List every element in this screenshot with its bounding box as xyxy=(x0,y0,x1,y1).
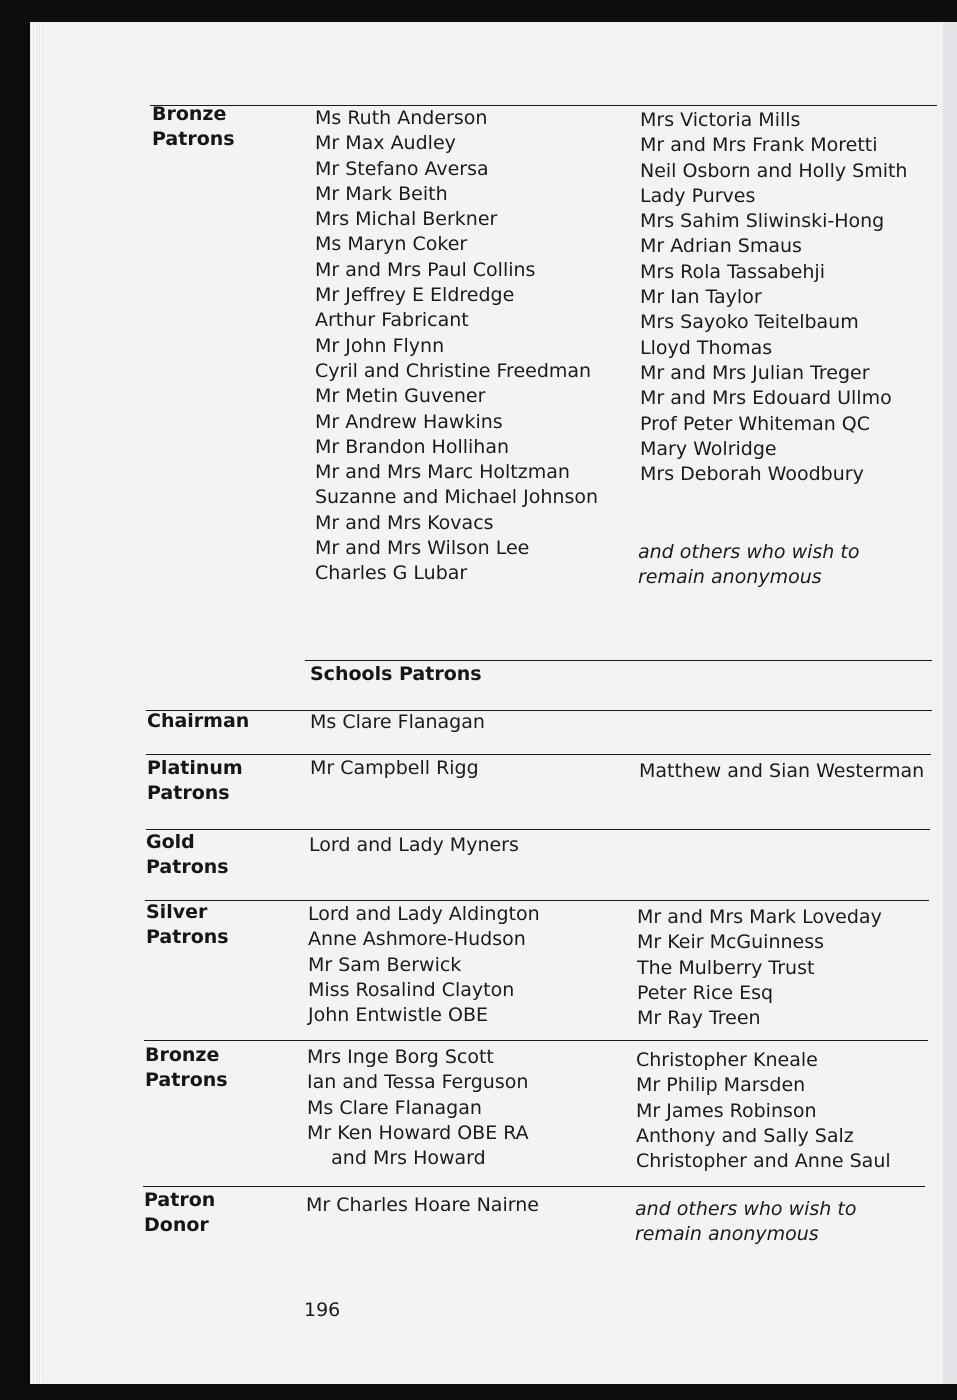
patron-name: Mr and Mrs Frank Moretti xyxy=(640,134,878,157)
patron-name: Ms Maryn Coker xyxy=(315,233,468,256)
patron-name: Ms Clare Flanagan xyxy=(307,1096,482,1119)
patron-name: Mr John Flynn xyxy=(315,334,445,357)
section-label-gold: Gold Patrons xyxy=(146,831,229,878)
patron-name: Anne Ashmore-Hudson xyxy=(308,928,526,951)
section-rule xyxy=(144,1040,928,1041)
name-column xyxy=(306,1193,539,1218)
patron-name: Miss Rosalind Clayton xyxy=(308,978,515,1001)
name-column xyxy=(310,710,485,735)
anonymous-note: and others who wish to remain anonymous xyxy=(635,1198,857,1246)
patron-name: Ian and Tessa Ferguson xyxy=(307,1071,529,1094)
page-number: 196 xyxy=(304,1299,341,1321)
patron-name: Charles G Lubar xyxy=(315,562,468,585)
patron-name: Ms Ruth Anderson xyxy=(315,107,488,129)
section-rule xyxy=(146,829,930,830)
patron-name: Mr Jeffrey E Eldredge xyxy=(315,284,515,307)
patron-name: Mr and Mrs Marc Holtzman xyxy=(315,461,570,484)
patron-name: Peter Rice Esq xyxy=(637,981,774,1004)
patron-name: Mrs Sahim Sliwinski-Hong xyxy=(640,210,885,233)
patron-name: Mrs Deborah Woodbury xyxy=(640,463,864,486)
patron-name: Mr Sam Berwick xyxy=(308,953,462,976)
patron-name: Mr and Mrs Mark Loveday xyxy=(637,906,882,928)
schools-patrons-heading: Schools Patrons xyxy=(310,663,482,685)
patron-name: and Mrs Howard xyxy=(307,1147,486,1170)
patron-name: Ms Clare Flanagan xyxy=(310,711,485,733)
name-column xyxy=(310,756,479,781)
section-label-donor: Patron Donor xyxy=(144,1189,216,1236)
patron-name: Mrs Rola Tassabehji xyxy=(640,260,825,283)
section-rule xyxy=(146,754,931,755)
patron-name: Christopher and Anne Saul xyxy=(636,1150,891,1173)
section-label-bronze: Bronze Patrons xyxy=(145,1044,228,1091)
anonymous-note: and others who wish to remain anonymous xyxy=(638,541,860,589)
patron-name: Mrs Sayoko Teitelbaum xyxy=(640,311,859,334)
patron-name: Mr Metin Guvener xyxy=(315,385,486,408)
patron-name: Christopher Kneale xyxy=(636,1049,818,1071)
patron-name: Mr Adrian Smaus xyxy=(640,235,802,258)
section-rule xyxy=(145,900,929,901)
anonymous-note-container xyxy=(638,540,878,591)
name-column xyxy=(636,1048,891,1174)
patron-name: Mr Mark Beith xyxy=(315,182,448,205)
patron-name: John Entwistle OBE xyxy=(308,1004,489,1027)
patron-name: Mr James Robinson xyxy=(636,1099,817,1122)
patron-name: Lady Purves xyxy=(640,184,756,207)
patron-name: Mr and Mrs Edouard Ullmo xyxy=(640,387,892,410)
patron-name: Mr Ray Treen xyxy=(637,1007,761,1030)
patron-name: Lord and Lady Aldington xyxy=(308,903,540,925)
name-column xyxy=(309,833,519,858)
page-edge xyxy=(30,22,44,1384)
patron-name: Mrs Michal Berkner xyxy=(315,208,498,231)
section-label-platinum: Platinum Patrons xyxy=(147,757,243,804)
section-label-chairman: Chairman xyxy=(147,710,250,732)
patron-name: Mrs Victoria Mills xyxy=(640,109,801,131)
page-spine xyxy=(943,22,957,1384)
name-column xyxy=(308,902,540,1028)
name-column xyxy=(315,106,598,587)
patron-name: Lloyd Thomas xyxy=(640,336,773,359)
name-column xyxy=(639,759,924,784)
patron-name: Mr Brandon Hollihan xyxy=(315,435,510,458)
anonymous-note-container xyxy=(635,1197,920,1248)
patron-name: Prof Peter Whiteman QC xyxy=(640,412,871,435)
patron-name: Mr Ken Howard OBE RA xyxy=(307,1121,529,1144)
patron-name: Mr and Mrs Paul Collins xyxy=(315,258,536,281)
patron-name: Mr Keir McGuinness xyxy=(637,931,825,954)
patron-name: Lord and Lady Myners xyxy=(309,834,519,856)
patron-name: Cyril and Christine Freedman xyxy=(315,359,592,382)
section-label-bronze: Bronze Patrons xyxy=(152,103,235,150)
patron-name: Mr Philip Marsden xyxy=(636,1074,806,1097)
name-column xyxy=(637,905,882,1031)
patron-name: Mr and Mrs Kovacs xyxy=(315,511,494,534)
patron-name: Mr and Mrs Wilson Lee xyxy=(315,537,530,560)
name-column xyxy=(307,1045,529,1171)
patron-name: Arthur Fabricant xyxy=(315,309,469,332)
section-rule xyxy=(305,660,932,661)
section-rule xyxy=(143,1186,925,1187)
patron-name: Mr and Mrs Julian Treger xyxy=(640,361,870,384)
patron-name: Mr Campbell Rigg xyxy=(310,757,479,779)
patron-name: Neil Osborn and Holly Smith xyxy=(640,159,908,182)
name-column xyxy=(640,108,920,487)
section-rule xyxy=(146,710,932,711)
patron-name: Mr Charles Hoare Nairne xyxy=(306,1194,539,1216)
patron-name: Mrs Inge Borg Scott xyxy=(307,1046,494,1068)
patron-name: Mary Wolridge xyxy=(640,437,777,460)
section-label-silver: Silver Patrons xyxy=(146,901,229,948)
patron-name: The Mulberry Trust xyxy=(637,956,815,979)
patron-name: Mr Max Audley xyxy=(315,132,456,155)
patron-name: Matthew and Sian Westerman xyxy=(639,760,925,782)
patron-name: Mr Stefano Aversa xyxy=(315,157,489,180)
patron-name: Mr Andrew Hawkins xyxy=(315,410,503,433)
patron-name: Suzanne and Michael Johnson xyxy=(315,486,599,509)
patron-name: Anthony and Sally Salz xyxy=(636,1124,854,1147)
patron-name: Mr Ian Taylor xyxy=(640,286,762,309)
